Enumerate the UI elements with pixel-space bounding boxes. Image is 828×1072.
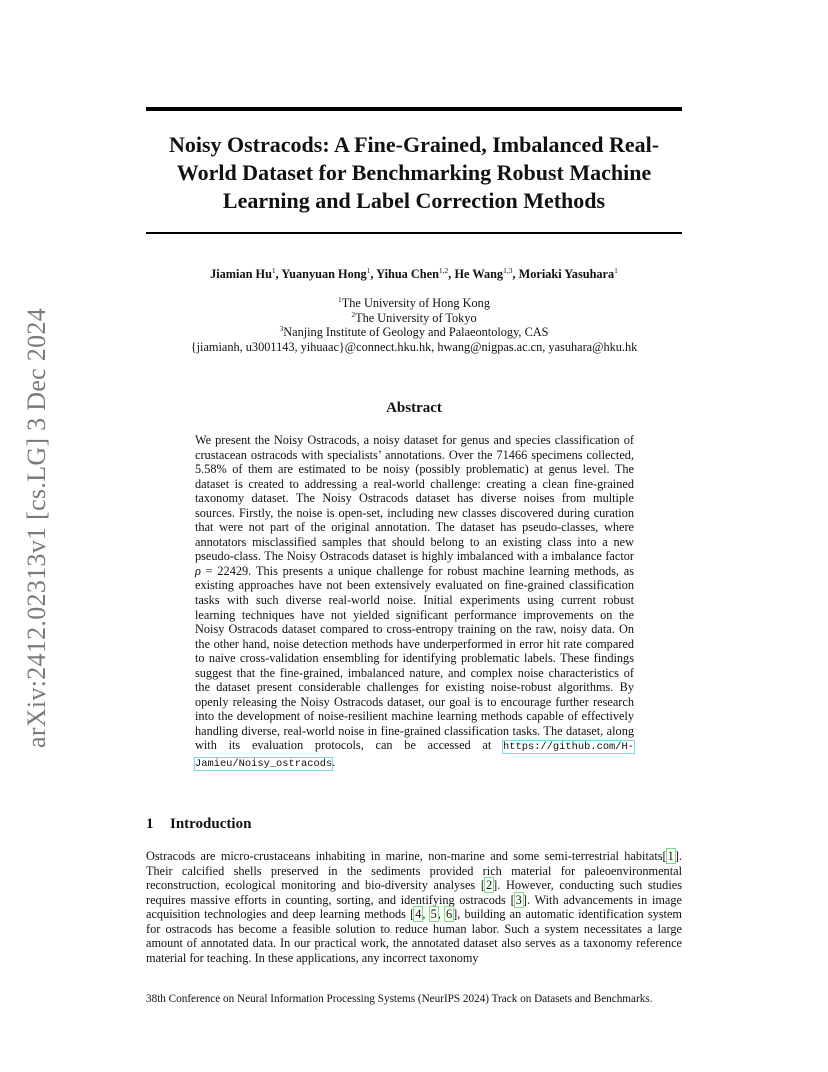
intro-text: . Their calcified shells preserved in the sediments provided rich material for paleoenvironmental reconstruction, ecological monitoring and bio-diversity analyses [146,849,682,893]
dataset-repository-link[interactable]: https://github.com/H-Jamieu/Noisy_ostracods [195,741,634,771]
author-affiliation-mark: 1 [366,266,371,275]
abstract-heading: Abstract [386,400,442,416]
author-name: Moriaki Yasuhara [518,267,615,281]
citation-link[interactable]: 5 [430,907,437,922]
affiliation-number: 2 [351,309,356,319]
conference-footnote: 38th Conference on Neural Information Processing Systems (NeurIPS 2024) Track on Datasets and Benchmarks. [146,993,653,1005]
citation-link[interactable]: 3 [515,892,522,907]
author-affiliation-mark: 1,2 [438,266,449,275]
affiliation [146,311,682,326]
affiliation [146,325,682,340]
intro-text: . However, conducting such studies requires massive efforts in counting, sorting, and identifying ostracods [146,878,682,907]
author-emails: {jiamianh, u3001143, yihuaac}@connect.hku.hk, hwang@nigpas.ac.cn, yasuhara@hku.hk [190,339,638,354]
author-name: Jiamian Hu [210,267,272,281]
section-title: Introduction [170,816,252,832]
author-affiliation-mark: 1 [271,266,276,275]
section-number: 1 [146,816,154,832]
author-affiliation-mark: 1 [614,266,618,275]
author-affiliation-mark: 1,3 [503,266,513,275]
paper-title: Noisy Ostracods: A Fine-Grained, Imbalanced Real-World Dataset for Benchmarking Robust Machine Learning and Label Correction Methods [168,132,660,213]
title-top-rule [146,107,682,111]
affiliation-name: The University of Tokyo [355,310,477,325]
affiliation-name: Nanjing Institute of Geology and Palaeontology, CAS [283,325,549,339]
arxiv-identifier: arXiv:2412.02313v1 [cs.LG] 3 Dec 2024 [22,308,51,749]
citation-link[interactable]: 1 [667,849,674,863]
author-list: Jiamian Hu$^1$, Yuanyuan Hong$^1$, Yihua Chen$^{1,2}$, He Wang$^{1,3}$, Moriaki Yasuhara$^1$ [210,266,618,281]
affiliation-list [146,296,682,354]
introduction-paragraph: Ostracods are micro-crustaceans inhabiting in marine, non-marine and some semi-terrestrial habitats[1]. Their calcified shells preserved in the sediments provided rich material for paleoenvironmental reconstruction, ecological monitoring and bio-diversity analyses [2]. However, conducting such studies requires massive efforts in counting, sorting, and identifying ostracods [3]. With advancements in image acquisition technologies and deep learning methods [4, 5, 6], building an automatic identification system for ostracods has become a feasible solution to reduce human labor. Such a system necessitates a large amount of annotated data. In our practical work, the annotated dataset also serves as a taxonomy reference material for teaching. In these applications, any incorrect taxonomy [146,849,683,965]
affiliation-name: The University of Hong Kong [341,296,490,310]
abstract-text: We present the Noisy Ostracods, a noisy dataset for genus and species classification of crustacean ostracods with specialists’ annotations. Over the 71466 specimens collected, 5.58% of them are estimated to be noisy (possibly problematic) at genus level. The dataset is created to addressing a real-world challenge: creating a clean fine-grained taxonomy dataset. The Noisy Ostracods dataset has diverse noises from multiple sources. Firstly, the noise is open-set, including new classes discovered during curation that were not part of the original annotation. The dataset has pseudo-classes, where annotators misclassified samples that should belong to an existing class into a new pseudo-class. The Noisy Ostracods dataset is highly imbalanced with a imbalance factor [195,433,634,564]
affiliation [146,296,682,311]
affiliation-number: 1 [338,295,342,304]
title-bottom-rule [146,232,682,234]
intro-text: , building an automatic identification system for ostracods has become a feasible solution to reduce human labor. Such a system necessitates a large amount of annotated data. In our practical work, the annotated dataset also serves as a taxonomy reference material for teaching. In these applications, any incorrect taxonomy [146,907,683,965]
intro-text: . With advancements in image acquisition technologies and deep learning methods [146,892,682,922]
author-name: Yuanyuan Hong [281,267,367,281]
abstract-text: . [332,755,336,770]
intro-text: Ostracods are micro-crustaceans inhabiting in marine, non-marine and some semi-terrestrial habitats [146,849,663,863]
author-name: He Wang [454,267,504,281]
citation-link[interactable]: 6 [446,907,453,922]
author-name: Yihua Chen [376,267,439,281]
citation-link[interactable]: 4 [415,907,422,922]
section-heading-introduction [146,815,682,833]
citation-link[interactable]: 2 [485,878,493,893]
affiliation-number: 3 [279,324,284,333]
abstract-text: = 22429. This presents a unique challenge for robust machine learning methods, as existing approaches have not been extensively evaluated on fine-grained classification tasks with such diverse real-world noise. Initial experiments using current robust learning techniques have not yielded significant performance improvements on the Noisy Ostracods dataset compared to cross-entropy training on the raw, noisy data. On the other hand, noise detection methods have underperformed in error hit rate compared to naive cross-validation ensembling for identifying problematic labels. These findings suggest that the fine-grained, imbalanced nature, and complex noise characteristics of the dataset present considerable challenges for existing noise-robust algorithms. By openly releasing the Noisy Ostracods dataset, our goal is to encourage further research into the development of noise-resilient machine learning methods capable of effectively handling diverse, real-world noise in fine-grained classification tasks. The dataset, along with its evaluation protocols, can be accessed at [195,563,634,753]
rho-symbol: ρ [195,563,201,578]
abstract-body [195,433,634,772]
